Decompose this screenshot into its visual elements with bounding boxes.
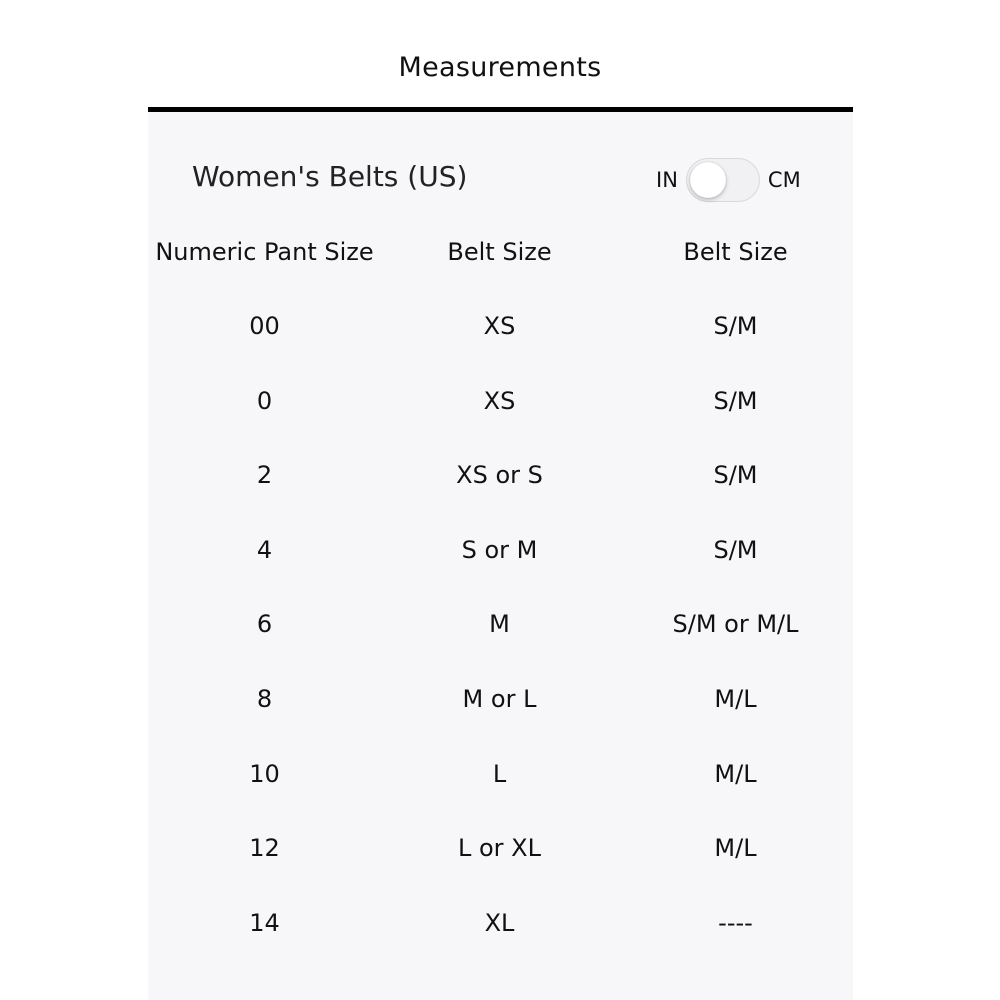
table-row — [148, 909, 853, 984]
table-cell: 2 — [256, 461, 273, 490]
table-cell: 0 — [256, 386, 273, 415]
table-row — [148, 312, 853, 387]
table-cell: S/M — [713, 386, 758, 415]
chart-title: Women's Belts (US) — [192, 160, 468, 193]
table-row — [148, 536, 853, 611]
table-cell: M — [489, 610, 510, 639]
table-cell: 4 — [256, 535, 273, 564]
size-table — [148, 238, 853, 983]
table-row — [148, 387, 853, 462]
table-cell: XS — [483, 312, 516, 340]
table-row — [148, 610, 853, 685]
table-cell: S/M or M/L — [672, 610, 799, 639]
table-cell: 8 — [256, 684, 273, 713]
table-body — [148, 312, 853, 983]
table-cell: S/M — [713, 312, 758, 340]
unit-label-in[interactable]: IN — [656, 168, 678, 192]
switch-knob[interactable] — [690, 162, 726, 198]
size-chart-panel — [148, 112, 853, 1000]
table-cell: XS or S — [456, 461, 543, 490]
table-cell: M/L — [714, 759, 757, 788]
table-cell: ---- — [718, 908, 753, 937]
table-cell: S/M — [713, 461, 758, 490]
unit-switch[interactable] — [686, 158, 760, 202]
column-header: Belt Size — [683, 238, 788, 266]
column-header: Numeric Pant Size — [155, 238, 374, 266]
table-header-row — [148, 238, 853, 312]
table-row — [148, 461, 853, 536]
table-cell: XL — [484, 908, 515, 937]
table-row — [148, 760, 853, 835]
column-header: Belt Size — [447, 238, 552, 266]
table-row — [148, 834, 853, 909]
table-cell: XS — [483, 386, 516, 415]
table-cell: L or XL — [458, 834, 541, 863]
table-cell: 14 — [249, 908, 280, 937]
table-cell: 12 — [249, 834, 280, 863]
table-cell: L — [492, 759, 507, 788]
table-row — [148, 685, 853, 760]
table-cell: 6 — [256, 610, 273, 639]
unit-label-cm[interactable]: CM — [767, 168, 801, 192]
table-cell: M/L — [714, 684, 757, 713]
table-cell: M or L — [462, 684, 537, 713]
table-cell: 10 — [249, 759, 280, 788]
unit-toggle[interactable] — [656, 156, 801, 204]
table-cell: 00 — [249, 312, 280, 340]
page-title: Measurements — [398, 52, 602, 83]
table-cell: S or M — [461, 535, 538, 564]
table-cell: M/L — [714, 834, 757, 863]
table-cell: S/M — [713, 535, 758, 564]
